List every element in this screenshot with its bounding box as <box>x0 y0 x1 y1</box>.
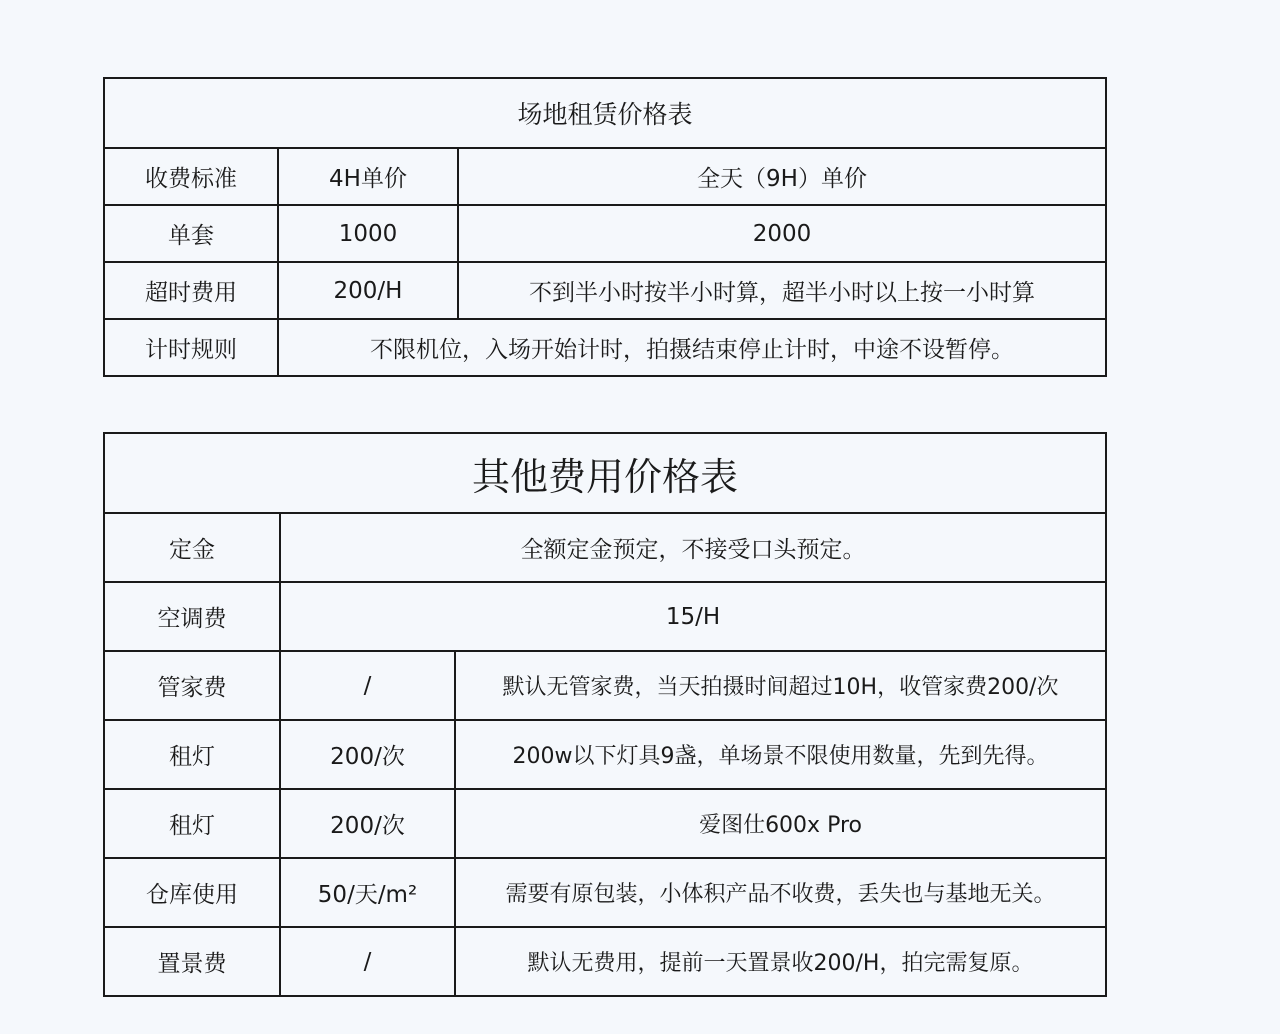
table-row <box>104 858 1106 927</box>
table-cell: 租灯 <box>104 789 280 858</box>
table-cell: 置景费 <box>104 927 280 996</box>
table-cell: 空调费 <box>104 582 280 651</box>
table-cell: 1000 <box>278 205 458 262</box>
other-fees-table <box>103 432 1107 997</box>
table-cell: 全额定金预定，不接受口头预定。 <box>280 513 1106 582</box>
table-cell: 定金 <box>104 513 280 582</box>
table-cell: 超时费用 <box>104 262 278 319</box>
table-row <box>104 789 1106 858</box>
header-cell: 收费标准 <box>104 148 278 205</box>
table-row <box>104 205 1106 262</box>
table-row <box>104 513 1106 582</box>
table-cell: 15/H <box>280 582 1106 651</box>
table-cell: / <box>280 651 455 720</box>
table-cell: 计时规则 <box>104 319 278 376</box>
table-header-row <box>104 148 1106 205</box>
table-cell: 200/次 <box>280 720 455 789</box>
table-cell: / <box>280 927 455 996</box>
table-cell: 默认无管家费，当天拍摄时间超过10H，收管家费200/次 <box>455 651 1106 720</box>
table-cell: 50/天/m² <box>280 858 455 927</box>
rental-table-title: 场地租赁价格表 <box>104 78 1106 148</box>
table-cell: 管家费 <box>104 651 280 720</box>
table-row <box>104 927 1106 996</box>
table-cell: 默认无费用，提前一天置景收200/H，拍完需复原。 <box>455 927 1106 996</box>
table-cell: 200/H <box>278 262 458 319</box>
table-cell: 200w以下灯具9盏，单场景不限使用数量，先到先得。 <box>455 720 1106 789</box>
table-cell: 需要有原包装，小体积产品不收费，丢失也与基地无关。 <box>455 858 1106 927</box>
rental-price-table <box>103 77 1107 377</box>
table-cell: 不到半小时按半小时算，超半小时以上按一小时算 <box>458 262 1106 319</box>
table-row <box>104 720 1106 789</box>
table-cell: 不限机位，入场开始计时，拍摄结束停止计时，中途不设暂停。 <box>278 319 1106 376</box>
header-cell: 全天（9H）单价 <box>458 148 1106 205</box>
table-row <box>104 262 1106 319</box>
header-cell: 4H单价 <box>278 148 458 205</box>
table-cell: 200/次 <box>280 789 455 858</box>
table-row <box>104 651 1106 720</box>
other-fees-table-title: 其他费用价格表 <box>104 433 1106 513</box>
table-row <box>104 319 1106 376</box>
table-cell: 租灯 <box>104 720 280 789</box>
table-cell: 2000 <box>458 205 1106 262</box>
table-cell: 爱图仕600x Pro <box>455 789 1106 858</box>
table-cell: 单套 <box>104 205 278 262</box>
table-cell: 仓库使用 <box>104 858 280 927</box>
table-row <box>104 582 1106 651</box>
